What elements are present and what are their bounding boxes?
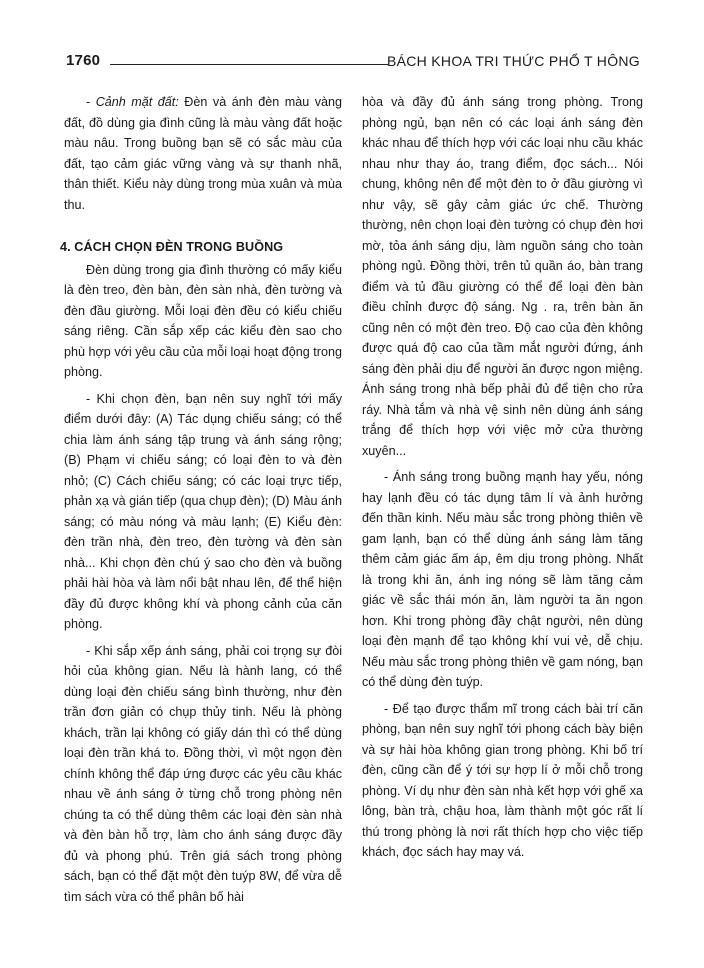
paragraph-earth-scene: - Cảnh mặt đất: Đèn và ánh đèn màu vàng đất, đồ dùng gia đình cũng là màu vàng đất hoặc màu nâu. Trong buồng bạn sẽ có sắc màu của đất, tạo cảm giác vững vàng và sự thanh nhã, thân thiết. Kiểu này dùng trong mùa xuân và mùa thu. — [64, 95, 343, 212]
paragraph: - Khi sắp xếp ánh sáng, phải coi trọng sự đòi hỏi của không gian. Nếu là hành lang, có thể dùng loại đèn chiếu sáng bình thường, như đèn trần đơn giản có chụp thủy tinh. Nếu là phòng khách, trần lại không có giấy dán thì có thể dùng loại đèn trần khá to. Đồng thời, vì một ngọn đèn chính không thể đáp ứng được các yêu cầu khác nhau về ánh sáng ở từng chỗ trong phòng nên chúng ta có thể dùng thêm các loại đèn sàn nhà và đèn bàn hỗ trợ, làm cho ánh sáng được đầy đủ và phong phú. Trên giá sách trong phòng sách, bạn có thể đặt một đèn tuýp 8W, để vừa dễ tìm sách vừa có thể phân bố hài — [64, 643, 342, 904]
header-rule — [110, 64, 388, 65]
paragraph: - Khi chọn đèn, bạn nên suy nghĩ tới mấy điểm dưới đây: (A) Tác dụng chiếu sáng; có thể chia làm ánh sáng tập trung và ánh sáng rộng; (B) Phạm vi chiếu sáng; có loại đèn to và đèn nhỏ; (C) Cách chiếu sáng; có các loại trực tiếp, phản xạ và gián tiếp (qua chụp đèn); (D) Màu ánh sáng; có màu nóng và màu lạnh; (E) Kiểu đèn: đèn trần nhà, đèn treo, đèn tường và đèn sàn nhà... Khi chọn đèn chú ý sao cho đèn và buồng phải hài hòa và làm nổi bật nhau lên, để thể hiện đầy đủ được không khí và phong cảnh của căn phòng. — [64, 391, 342, 631]
page-number: 1760 — [66, 52, 101, 69]
paragraph: hòa và đầy đủ ánh sáng trong phòng. Trong phòng ngủ, bạn nên có các loại ánh sáng đèn khác nhau để thích hợp với các loại nhu cầu khác nhau như thay áo, trang điểm, đọc sách... Nói chung, không nên để một đèn to ở đầu giường vì như vậy, sẽ gây cảm giác ức chế. Thường thường, nên chọn loại đèn tường có chụp đèn hơi mờ, tỏa ánh sáng dịu, làm nguồn sáng cho toàn phòng ngủ. Đồng thời, trên tủ quần áo, bàn trang điểm và tủ đầu giường có thể để loại đèn bàn điều chỉnh được độ sáng. Ng . ra, trên bàn ăn cũng nên có một đèn treo. Độ cao của đèn không được quá độ cao của tầm mắt người đứng, ánh sáng đèn phải dịu để người ăn được ngon miệng. Ánh sáng trong nhà bếp phải đủ để tiện cho rửa ráy. Nhà tắm và nhà vệ sinh nên dùng ánh sáng trắng để thích hợp với việc mở cửa thường xuyên... — [362, 95, 643, 458]
left-column — [60, 92, 343, 913]
right-column — [362, 92, 643, 869]
section-heading: 4. CÁCH CHỌN ĐÈN TRONG BUỒNG — [60, 240, 284, 254]
paragraph: - Để tạo được thẩm mĩ trong cách bài trí căn phòng, bạn nên suy nghĩ tới phong cách bày biện và sự hài hòa không gian trong phòng. Khi bố trí đèn, cũng cần để ý tới sự hợp lí ở mỗi chỗ trong phòng. Ví dụ như đèn sàn nhà kết hợp với ghế xa lông, bàn trà, chậu hoa, làm thành một góc rất lí thú trong phòng là nơi rất thích hợp cho việc tiếp khách, đọc sách hay may vá. — [362, 701, 643, 859]
running-title: BÁCH KHOA TRI THỨC PHỔ T HÔNG — [387, 53, 640, 69]
paragraph: Đèn dùng trong gia đình thường có mấy kiểu là đèn treo, đèn bàn, đèn sàn nhà, đèn tường và đèn đầu giường. Mỗi loại đèn đều có kiểu chiếu sáng riêng. Cần sắp xếp các kiểu đèn sao cho phù hợp với yêu cầu của mỗi loại hoạt động trong phòng. — [64, 262, 342, 379]
paragraph-label: Cảnh mặt đất: — [95, 95, 179, 109]
paragraph: - Ánh sáng trong buồng mạnh hay yếu, nóng hay lạnh đều có tác dụng tâm lí và ảnh hưởng đến thần kinh. Nếu màu sắc trong phòng thiên về gam lạnh, bạn có thể dùng ánh sáng làm tăng thêm cảm giác ấm áp, êm dịu trong phòng. Nhất là trong khi ăn, ánh ing nóng sẽ làm tăng cảm giác về sắc thái món ăn, làm người ta ăn ngon hơn. Khi trong phòng đầy chật người, nên dùng loại đèn mạnh để tạo không khí vui vẻ, dễ chịu. Nếu màu sắc trong phòng thiên về gam nóng, bạn có thể dùng đèn tuýp. — [362, 470, 643, 689]
paragraph-text: Đèn và ánh đèn màu vàng đất, đồ dùng gia đình cũng là màu vàng đất hoặc màu nâu. Trong buồng bạn sẽ có sắc màu của đất, tạo cảm giác vững vàng và sự thanh nhã, thân thiết. Kiểu này dùng trong mùa xuân và mùa thu. — [64, 95, 343, 212]
